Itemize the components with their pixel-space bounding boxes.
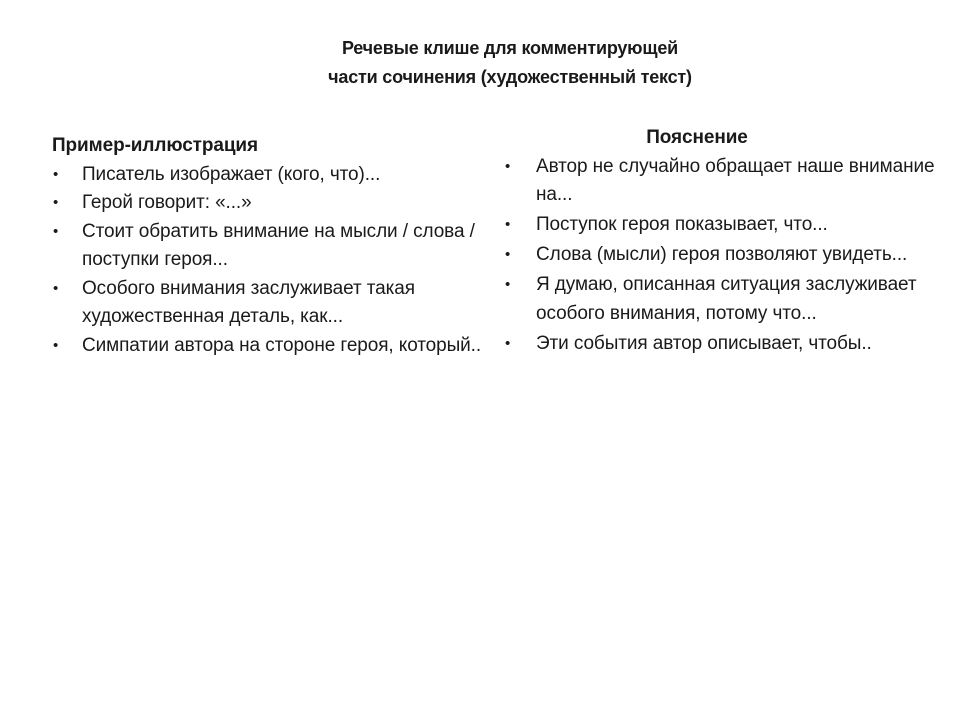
list-item [504, 271, 950, 328]
list-item-text: Слова (мысли) героя позволяют увидеть... [536, 244, 908, 265]
list-item [504, 330, 950, 359]
bullet-icon: • [505, 216, 511, 233]
list-item [52, 189, 482, 218]
title-line-1: Речевые клише для комментирующей [341, 38, 679, 58]
column-heading-explanation: Пояснение [646, 127, 748, 148]
slide-title [180, 34, 840, 92]
bullet-icon: • [505, 246, 511, 263]
bullet-icon: • [505, 334, 511, 352]
list-item-text: Эти события автор описывает, чтобы.. [536, 332, 872, 354]
bullet-icon: • [53, 194, 59, 211]
list-item-text: Поступок героя показывает, что... [536, 214, 828, 235]
list-item [504, 241, 950, 270]
column-heading-example: Пример-иллюстрация [52, 135, 258, 156]
list-item [52, 161, 482, 190]
bullet-icon: • [505, 276, 511, 293]
list-item-text: Автор не случайно обращает наше внимание на... [536, 155, 935, 205]
list-item [52, 218, 482, 275]
list-item-text: Симпатии автора на стороне героя, который.. [82, 334, 482, 356]
list-item [504, 153, 950, 210]
list-item [52, 332, 482, 361]
example-illustration-column [52, 132, 482, 360]
example-phrase-list [52, 161, 482, 361]
list-item-text: Писатель изображает (кого, что)... [82, 163, 381, 185]
bullet-icon: • [53, 336, 59, 354]
list-item-text: Герой говорит: «...» [82, 192, 252, 213]
list-item-text: Я думаю, описанная ситуация заслуживает особого внимания, потому что... [536, 274, 917, 324]
bullet-icon: • [53, 279, 59, 297]
list-item [504, 211, 950, 240]
list-item [52, 275, 482, 332]
bullet-icon: • [505, 157, 511, 175]
bullet-icon: • [53, 222, 59, 240]
list-item-text: Стоит обратить внимание на мысли / слова / поступки героя... [82, 220, 475, 270]
bullet-icon: • [53, 165, 59, 183]
explanation-column [504, 124, 950, 360]
title-line-2: части сочинения (художественный текст) [328, 67, 692, 87]
explanation-phrase-list [504, 153, 950, 359]
list-item-text: Особого внимания заслуживает такая художественная деталь, как... [82, 277, 415, 327]
